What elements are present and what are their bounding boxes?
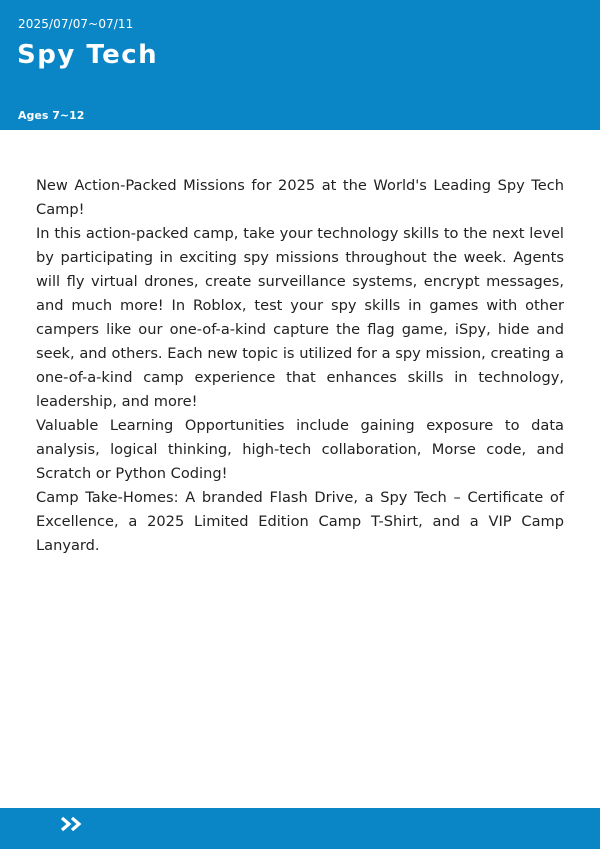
learning-paragraph: Valuable Learning Opportunities include gaining exposure to data analysis, logical thinking, high-tech collaboration, Morse code, and Scratch or Python Coding! xyxy=(36,417,564,482)
overview-paragraph: In this action-packed camp, take your technology skills to the next level by participating in exciting spy missions throughout the week. Agents will fly virtual drones, create surveillance systems, encrypt messages, and much more! In Roblox, test your spy skills in games with other campers like our one-of-a-kind capture the flag game, iSpy, hide and seek, and others. Each new topic is utilized for a spy mission, creating a one-of-a-kind camp experience that enhances skills in technology, leadership, and more! xyxy=(36,225,564,410)
footer-bar xyxy=(0,808,600,849)
age-range: Ages 7~12 xyxy=(18,109,85,122)
description-body xyxy=(36,174,564,558)
double-chevron-right-icon xyxy=(60,816,86,832)
header-banner xyxy=(0,0,600,130)
date-range: 2025/07/07~07/11 xyxy=(18,17,134,31)
take-homes-paragraph: Camp Take-Homes: A branded Flash Drive, a Spy Tech – Certificate of Excellence, a 2025 Limited Edition Camp T-Shirt, and a VIP Camp Lanyard. xyxy=(36,489,564,554)
page-title: Spy Tech xyxy=(17,40,159,70)
intro-paragraph: New Action-Packed Missions for 2025 at the World's Leading Spy Tech Camp! xyxy=(36,177,564,218)
